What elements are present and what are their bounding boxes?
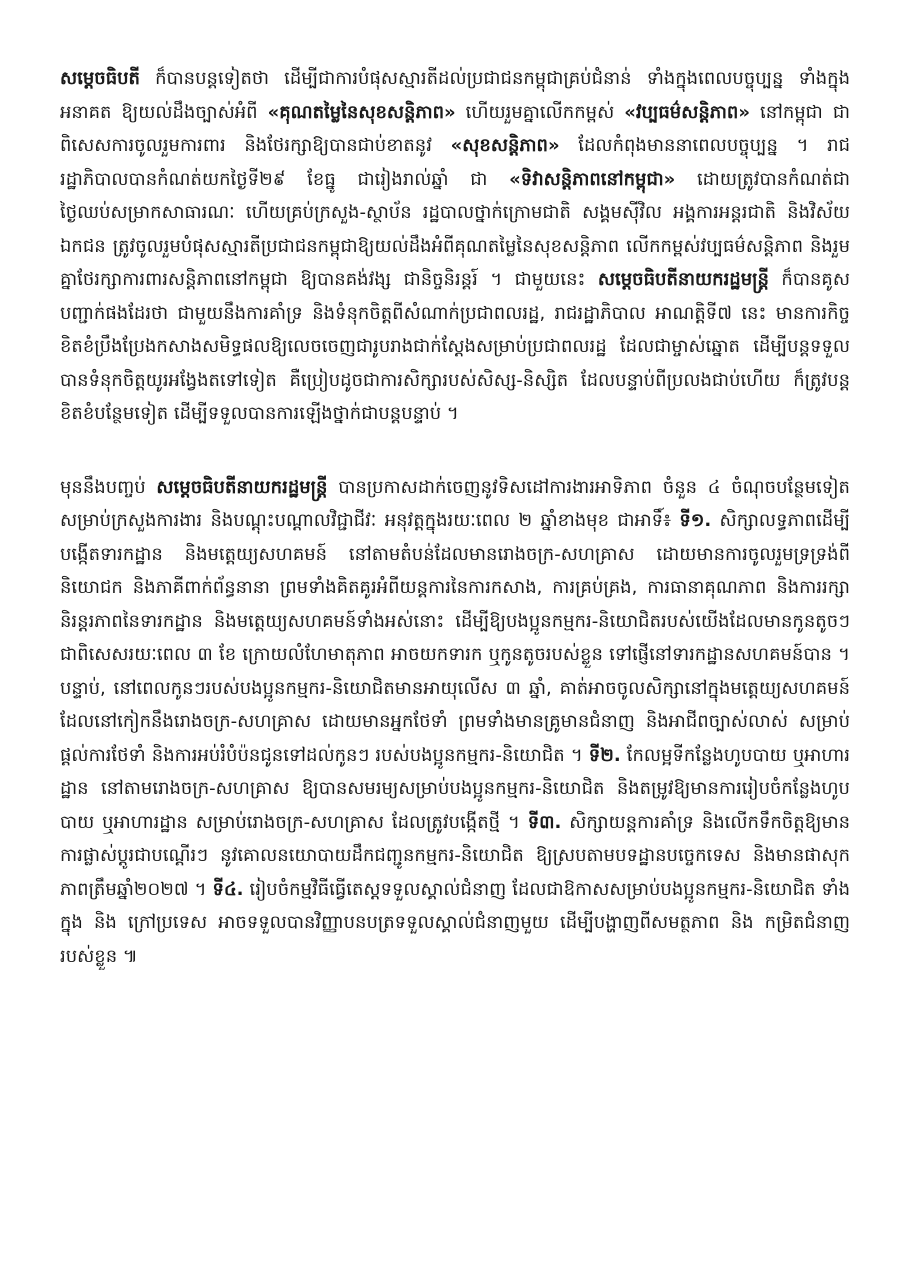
bold-phrase: ទី២. <box>588 744 621 766</box>
body-text: ក៏បានគូសបញ្ជាក់ផងដែរថា ជាមួយនឹងការគាំទ្រ និងទំនុកចិត្តពីសំណាក់ប្រជាពលរដ្ឋ, រាជរដ្ឋាភិបាល អាណត្តិទី៧ នេះ មានការកិច្ចខិតខំប្រឹងប្រែងកសាងសមិទ្ធផលឱ្យលេចចេញជារូបរាងជាក់ស្តែងសម្រាប់ប្រជាពលរដ្ឋ ដែលជាម្ចាស់ឆ្នោត ដើម្បីបន្តទទួលបានទំនុកចិត្តយូរអង្វែងតទៅទៀត គឺប្រៀបដូចជាការសិក្សារបស់សិស្ស-និស្សិត ដែលបន្ទាប់ពីប្រលងជាប់ហើយ ក៏ត្រូវបន្តខិតខំបន្ថែមទៀត ដើម្បីទទួលបានការឡើងថ្នាក់ជាបន្តបន្ទាប់ ។ <box>60 269 850 424</box>
body-text: បានប្រកាសដាក់ចេញនូវទិសដៅការងារអាទិភាព ចំនួន ៤ ចំណុចបន្ថែមទៀត សម្រាប់ក្រសួងការងារ និងបណ្តុះបណ្តាលវិជ្ជាជីវៈ អនុវត្តក្នុងរយៈពេល ២ ឆ្នាំខាងមុខ ជាអាទិ៍៖ <box>60 476 850 531</box>
body-text: ក៏បានបន្តទៀតថា ដើម្បីជាការបំផុសស្មារតីដល់ប្រជាជនកម្ពុជាគ្រប់ជំនាន់ ទាំងក្នុងពេលបច្ចុប្បន្ន ទាំងក្នុងអនាគត ឱ្យយល់ដឹងច្បាស់អំពី <box>60 68 850 123</box>
body-text: ដោយត្រូវបានកំណត់ជាថ្ងៃឈប់សម្រាកសាធារណៈ ហើយគ្រប់ក្រសួង-ស្ថាប័ន រដ្ឋបាលថ្នាក់ក្រោមជាតិ សង្គមស៊ីវិល អង្គការអន្តរជាតិ និងវិស័យឯកជន ត្រូវចូលរួមបំផុសស្មារតីប្រជាជនកម្ពុជាឱ្យយល់ដឹងអំពីគុណតម្លៃនៃសុខសន្តិភាព លើកកម្ពស់វប្បធម៌សន្តិភាព និងរួមគ្នាថែរក្សាការពារសន្តិភាពនៅកម្ពុជា ឱ្យបានគង់វង្ស ជានិច្ចនិរន្តរ៍ ។ ជាមួយនេះ <box>60 168 850 290</box>
body-text: សិក្សាលទ្ធភាពដើម្បីបង្កើតទារកដ្ឋាន និងមត្តេយ្យសហគមន៍ នៅតាមតំបន់ដែលមានរោងចក្រ-សហគ្រាស ដោយមានការចូលរួមទ្រទ្រង់ពីនិយោជក និងភាគីពាក់ព័ន្ធនានា ព្រមទាំងគិតគូរអំពីយន្តការនៃការកសាង, ការគ្រប់គ្រង, ការធានាគុណភាព និងការរក្សានិរន្តរភាពនៃទារកដ្ឋាន និងមត្តេយ្យសហគមន៍ទាំងអស់នោះ ដើម្បីឱ្យបងប្អូនកម្មករ-និយោជិតរបស់យើងដែលមានកូនតូចៗ ជាពិសេសរយៈពេល ៣ ខែ ក្រោយលំហែមាតុភាព អាចយកទារក ឬកូនតូចរបស់ខ្លួន ទៅផ្ញើនៅទារកដ្ឋានសហគមន៍បាន ។ បន្ទាប់, នៅពេលកូនៗរបស់បងប្អូនកម្មករ-និយោជិតមានអាយុលើស ៣ ឆ្នាំ, គាត់អាចចូលសិក្សានៅក្នុងមត្តេយ្យសហគមន៍ដែលនៅកៀកនឹងរោងចក្រ-សហគ្រាស ដោយមានអ្នកថែទាំ ព្រមទាំងមានគ្រូមានជំនាញ និងអាជីពច្បាស់លាស់ សម្រាប់ផ្តល់ការថែទាំ និងការអប់រំបំប៉នជូនទៅដល់កូនៗ របស់បងប្អូនកម្មករ-និយោជិត ។ <box>60 510 850 766</box>
paragraph-2 <box>60 471 850 974</box>
body-text: រៀបចំកម្មវិធីធ្វើតេស្តទទួលស្គាល់ជំនាញ ដែលជាឱកាសសម្រាប់បងប្អូនកម្មករ-និយោជិត ទាំងក្នុង និង ក្រៅប្រទេស អាចទទួលបានវិញ្ញាបនបត្រទទួលស្គាល់ជំនាញមួយ ដើម្បីបង្ហាញពីសមត្ថភាព និង កម្រិតជំនាញរបស់ខ្លួន ៕ <box>60 878 850 967</box>
bold-phrase: ទី៣. <box>527 811 562 833</box>
bold-phrase: «គុណតម្លៃនៃសុខសន្តិភាព» <box>267 101 456 123</box>
bold-phrase: សម្តេចធិបតី <box>60 68 140 89</box>
bold-phrase: «វប្បធម៌សន្តិភាព» <box>624 101 750 123</box>
paragraph-1 <box>60 62 850 431</box>
body-text: ហើយរួមគ្នាលើកកម្ពស់ <box>455 101 625 123</box>
bold-phrase: សម្តេចធិបតីនាយករដ្ឋមន្ត្រី <box>156 476 328 498</box>
bold-phrase: សម្តេចធិបតីនាយករដ្ឋមន្ត្រី <box>597 269 769 290</box>
bold-phrase: «ទិវាសន្តិភាពនៅកម្ពុជា» <box>509 168 676 190</box>
body-text: មុននឹងបញ្ចប់ <box>60 476 157 498</box>
bold-phrase: ទី៤. <box>212 878 244 900</box>
body-text: កែលម្អទីកន្លែងហូបបាយ ឬអាហារដ្ឋាន នៅតាមរោងចក្រ-សហគ្រាស ឱ្យបានសមរម្យសម្រាប់បងប្អូនកម្មករ-និយោជិត និងតម្រូវឱ្យមានការរៀបចំកន្លែងហូបបាយ ឬអាហារដ្ឋាន សម្រាប់រោងចក្រ-សហគ្រាស ដែលត្រូវបង្កើតថ្មី ។ <box>60 744 850 833</box>
bold-phrase: ទី១. <box>679 510 712 531</box>
body-text: នៅកម្ពុជា ជាពិសេសការចូលរួមការពារ និងថែរក្សាឱ្យបានជាប់ខាតនូវ <box>60 101 850 156</box>
document-page <box>60 62 850 973</box>
bold-phrase: «សុខសន្តិភាព» <box>450 135 560 156</box>
body-text: សិក្សាយន្តការគាំទ្រ និងលើកទឹកចិត្តឱ្យមានការផ្លាស់ប្តូរជាបណ្តើរៗ នូវគោលនយោបាយដឹកជញ្ជូនកម្មករ-និយោជិត ឱ្យស្របតាមបទដ្ឋានបច្ចេកទេស និងមានផាសុកភាពត្រឹមឆ្នាំ២០២៧ ។ <box>60 811 851 900</box>
body-text: ដែលកំពុងមាននាពេលបច្ចុប្បន្ន ។ រាជរដ្ឋាភិបាលបានកំណត់យកថ្ងៃទី២៩ ខែធ្នូ ជារៀងរាល់ឆ្នាំ ជា <box>60 135 851 190</box>
